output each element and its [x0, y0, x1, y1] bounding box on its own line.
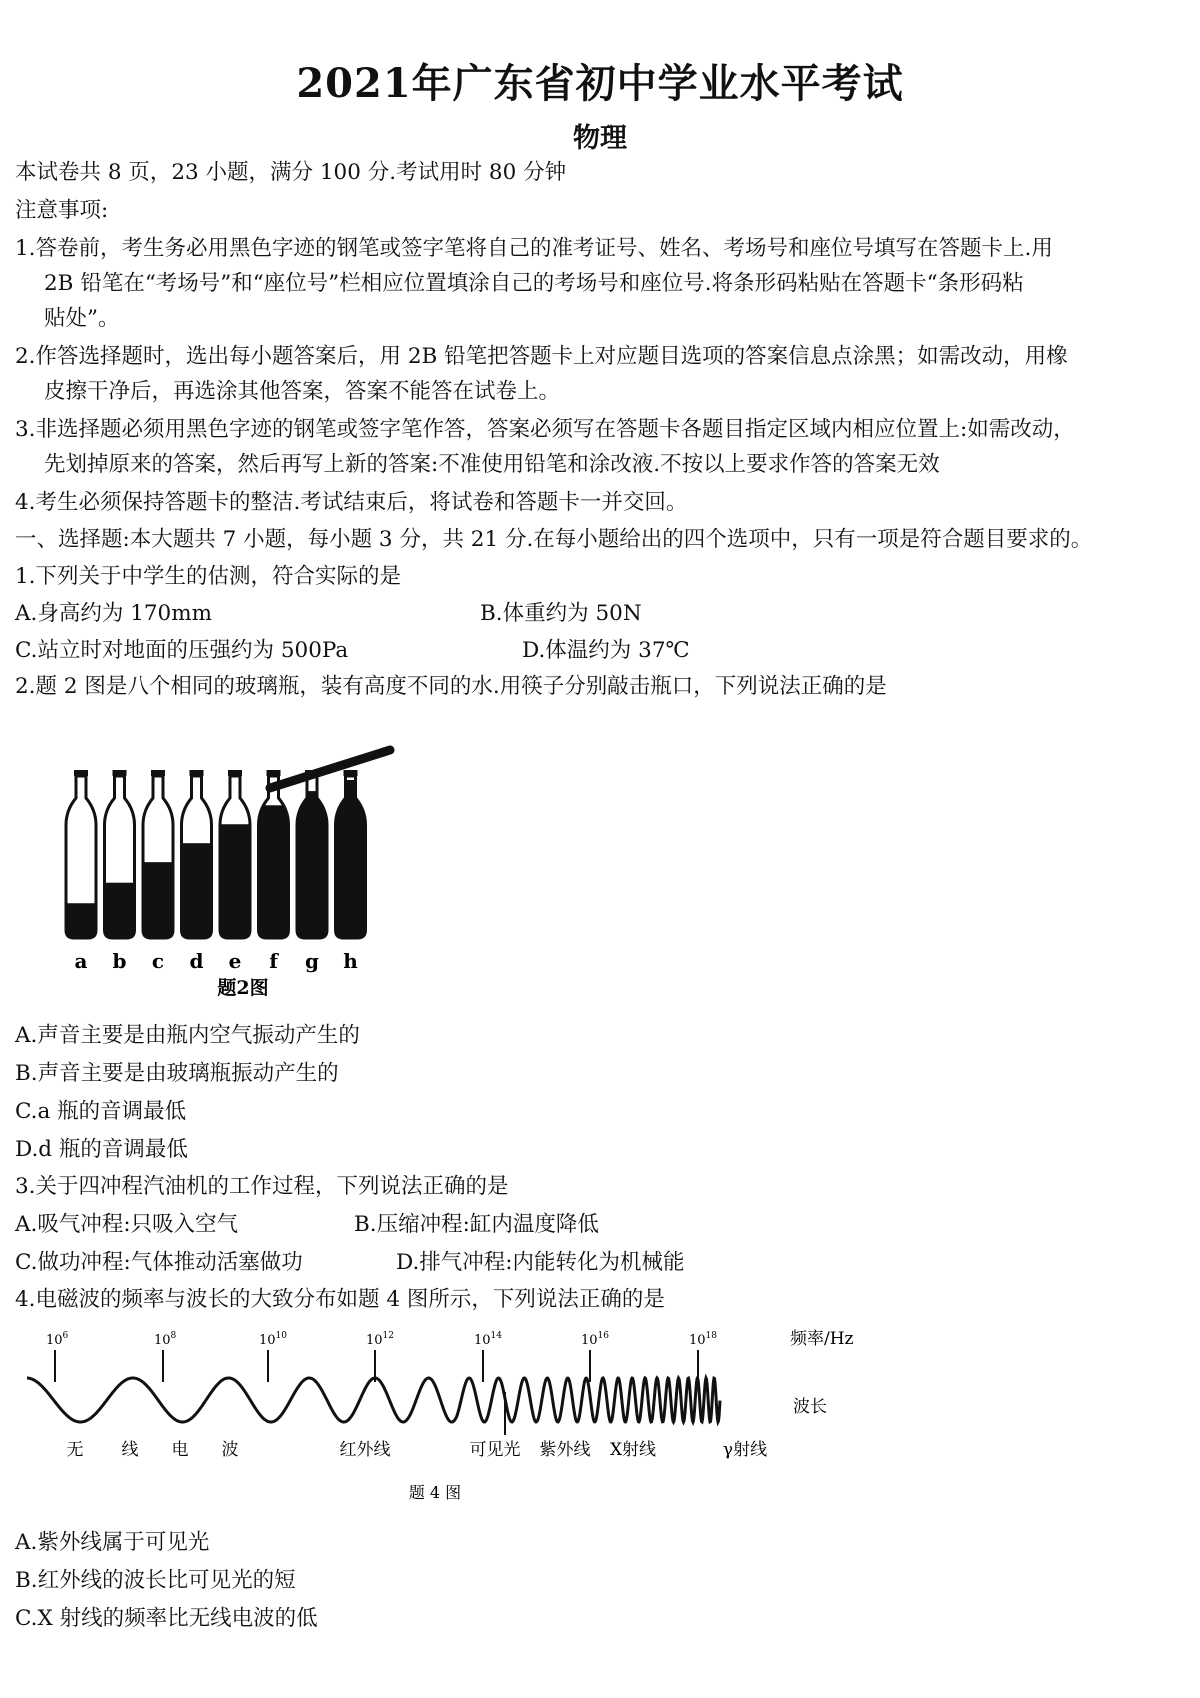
water-d	[180, 843, 214, 942]
q1-option-a: A.身高约为 170mm	[15, 601, 213, 626]
bottle-lip-e	[228, 770, 242, 776]
tick-label-2: $10^{10}$	[259, 1331, 287, 1348]
q2-option-a: A.声音主要是由瓶内空气振动产生的	[15, 1023, 360, 1048]
bottle-a	[64, 770, 98, 973]
subject-title: 物理	[573, 123, 627, 154]
wave-curve	[27, 1378, 720, 1422]
section-heading: 一、选择题:本大题共 7 小题，每小题 3 分，共 21 分.在每小题给出的四个选项中，只有一项是符合题目要求的。	[15, 527, 1093, 552]
bottle-label-h: h	[343, 949, 358, 973]
exam-summary: 本试卷共 8 页，23 小题，满分 100 分.考试用时 80 分钟	[15, 160, 567, 185]
figure-4-caption: 题 4 图	[408, 1483, 462, 1502]
water-f	[257, 805, 291, 942]
tick-label-6: $10^{18}$	[689, 1331, 717, 1348]
band-label-2: 电	[171, 1440, 189, 1460]
figure-2-caption: 题2图	[217, 977, 269, 999]
q1-option-b: B.体重约为 50N	[480, 601, 642, 626]
q2-option-b: B.声音主要是由玻璃瓶振动产生的	[15, 1061, 339, 1086]
bottle-label-c: c	[151, 949, 165, 973]
q3-option-b: B.压缩冲程:缸内温度降低	[354, 1212, 599, 1237]
chopstick	[270, 750, 390, 788]
exam-title: 2021年广东省初中学业水平考试	[296, 60, 904, 107]
bottle-lip-f	[267, 770, 281, 776]
bottle-d	[180, 770, 214, 973]
notice-2-line-2: 皮擦干净后，再选涂其他答案，答案不能答在试卷上。	[44, 379, 561, 404]
band-label-0: 无	[66, 1440, 84, 1460]
notice-4: 4.考生必须保持答题卡的整洁.考试结束后，将试卷和答题卡一并交回。	[15, 490, 688, 515]
notice-heading: 注意事项:	[15, 198, 109, 223]
tick-label-4: $10^{14}$	[474, 1331, 502, 1348]
tick-label-1: $10^8$	[154, 1331, 177, 1348]
bottle-label-e: e	[228, 949, 242, 973]
q4-stem: 4.电磁波的频率与波长的大致分布如题 4 图所示，下列说法正确的是	[15, 1287, 665, 1312]
q3-option-c: C.做功冲程:气体推动活塞做功	[15, 1250, 303, 1275]
q2-option-d: D.d 瓶的音调最低	[15, 1137, 188, 1162]
band-label-8: γ射线	[722, 1440, 768, 1460]
bottle-label-b: b	[112, 949, 127, 973]
q3-option-d: D.排气冲程:内能转化为机械能	[396, 1250, 685, 1275]
bottles-figure	[60, 740, 420, 1000]
bottle-g	[295, 770, 329, 973]
q4-option-a: A.紫外线属于可见光	[15, 1530, 210, 1555]
q2-option-c: C.a 瓶的音调最低	[15, 1099, 187, 1124]
q3-stem: 3.关于四冲程汽油机的工作过程，下列说法正确的是	[15, 1174, 509, 1199]
bottle-lip-a	[74, 770, 88, 776]
bottle-lip-g	[305, 770, 319, 776]
band-label-5: 可见光	[469, 1440, 521, 1460]
band-label-7: X射线	[609, 1440, 657, 1460]
bottle-c	[141, 770, 175, 973]
q4-option-c: C.X 射线的频率比无线电波的低	[15, 1606, 318, 1631]
notice-3-line-1: 3.非选择题必须用黑色字迹的钢笔或签字笔作答，答案必须写在答题卡各题目指定区域内相应位置上:如需改动，	[15, 417, 1075, 442]
notice-1-line-1: 1.答卷前，考生务必用黑色字迹的钢笔或签字笔将自己的准考证号、姓名、考场号和座位号填写在答题卡上.用	[15, 236, 1053, 261]
notice-1-line-3: 贴处”。	[44, 306, 120, 331]
tick-label-0: $10^6$	[46, 1331, 69, 1348]
q2-stem: 2.题 2 图是八个相同的玻璃瓶，装有高度不同的水.用筷子分别敲击瓶口，下列说法正确的是	[15, 674, 887, 699]
q1-option-c: C.站立时对地面的压强约为 500Pa	[15, 638, 349, 663]
wave-label: 波长	[793, 1397, 827, 1417]
water-c	[141, 862, 175, 942]
bottle-lip-c	[151, 770, 165, 776]
bottle-label-f: f	[269, 949, 278, 973]
bottle-lip-b	[113, 770, 127, 776]
band-label-6: 紫外线	[539, 1440, 591, 1460]
bottle-lip-d	[190, 770, 204, 776]
q1-stem: 1.下列关于中学生的估测，符合实际的是	[15, 564, 402, 589]
water-b	[103, 883, 137, 942]
tick-label-3: $10^{12}$	[366, 1331, 394, 1348]
q1-option-d: D.体温约为 37℃	[522, 638, 690, 663]
bottle-label-a: a	[74, 949, 88, 973]
bottle-b	[103, 770, 137, 973]
bottle-e	[218, 770, 252, 973]
band-label-3: 波	[221, 1440, 239, 1460]
notice-2-line-1: 2.作答选择题时，选出每小题答案后，用 2B 铅笔把答题卡上对应题目选项的答案信息点涂黑；如需改动，用橡	[15, 344, 1068, 369]
q4-option-b: B.红外线的波长比可见光的短	[15, 1568, 296, 1593]
water-h	[334, 780, 368, 942]
band-label-4: 红外线	[339, 1440, 391, 1460]
q3-option-a: A.吸气冲程:只吸入空气	[15, 1212, 239, 1237]
bottle-lip-h	[344, 770, 358, 776]
freq-label: 频率/Hz	[790, 1329, 854, 1349]
band-label-1: 线	[121, 1440, 139, 1460]
notice-3-line-2: 先划掉原来的答案，然后再写上新的答案:不准使用铅笔和涂改液.不按以上要求作答的答案无效	[44, 452, 940, 477]
bottle-label-d: d	[189, 949, 204, 973]
notice-1-line-2: 2B 铅笔在“考场号”和“座位号”栏相应位置填涂自己的考场号和座位号.将条形码粘贴在答题卡“条形码粘	[44, 271, 1024, 296]
tick-label-5: $10^{16}$	[581, 1331, 609, 1348]
water-e	[218, 824, 252, 942]
bottle-label-g: g	[305, 949, 319, 973]
bottle-f	[257, 770, 291, 973]
bottle-h	[334, 770, 368, 973]
spectrum-figure	[15, 1320, 875, 1510]
